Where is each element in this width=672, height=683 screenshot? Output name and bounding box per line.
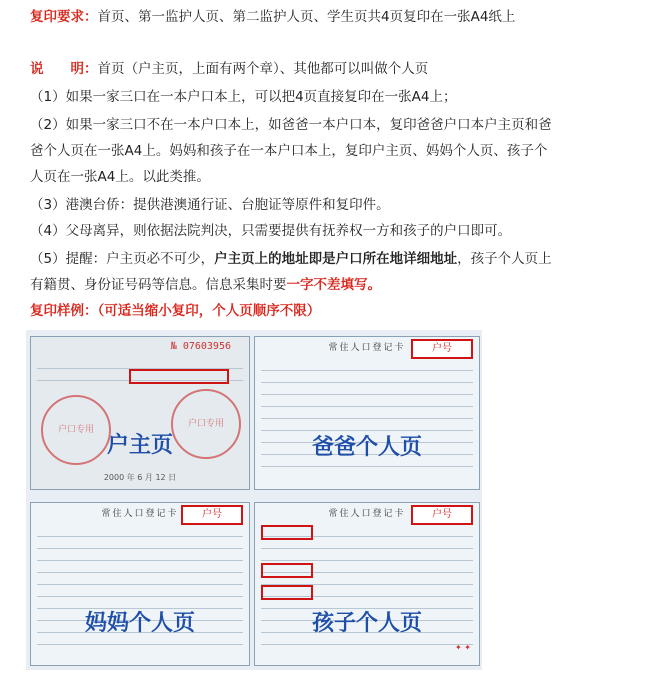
seal-2-text: 户口专用 xyxy=(187,419,224,429)
serial-number: № 07603956 xyxy=(170,341,231,352)
child-huhao-box: 户号 xyxy=(411,505,473,525)
rule-2-line1: （2）如果一家三口不在一本户口本上，如爸爸一本户口本，复印爸爸户口本户主页和爸 xyxy=(30,117,552,133)
name-highlight-box xyxy=(261,525,313,540)
father-card-title: 常住人口登记卡 xyxy=(328,343,406,353)
rule-5-suffix: ，孩子个人页上 xyxy=(457,251,552,267)
child-card xyxy=(254,502,480,666)
father-caption: 爸爸个人页 xyxy=(311,435,422,460)
rule-3: （3）港澳台侨：提供港澳通行证、台胞证等原件和复印件。 xyxy=(30,197,390,213)
explanation-text: 首页（户主页，上面有两个章）、其他都可以叫做个人页 xyxy=(97,61,429,77)
mother-card xyxy=(30,502,250,666)
rule-2-line2: 爸个人页在一张A4上。妈妈和孩子在一本户口本上，复印户主页、妈妈个人页、孩子个 xyxy=(30,143,548,159)
rule-2-line3: 人页在一张A4上。以此类推。 xyxy=(30,169,210,185)
rule-4: （4）父母离异，则依据法院判决，只需要提供有抚养权一方和孩子的户口即可。 xyxy=(30,223,512,239)
mother-caption: 妈妈个人页 xyxy=(84,611,195,636)
child-caption: 孩子个人页 xyxy=(311,611,422,636)
rule-5-line2 xyxy=(30,276,381,294)
sample-heading: 复印样例：（可适当缩小复印，个人页顺序不限） xyxy=(30,303,321,319)
household-head-card xyxy=(30,336,250,490)
household-head-caption: 户主页 xyxy=(106,433,173,458)
father-card xyxy=(254,336,480,490)
seal-1-text: 户口专用 xyxy=(57,425,94,435)
explanation-label: 说 明： xyxy=(30,61,98,77)
requirement-label: 复印要求： xyxy=(30,9,98,25)
rule-5-prefix: （5）提醒：户主页必不可少， xyxy=(30,251,215,267)
requirement-text: 首页、第一监护人页、第二监护人页、学生页共4页复印在一张A4纸上 xyxy=(97,9,516,25)
child-card-title: 常住人口登记卡 xyxy=(328,509,406,519)
rule-1: （1）如果一家三口在一本户口本上，可以把4页直接复印在一张A4上； xyxy=(30,89,457,105)
mother-huhao-box: 户号 xyxy=(181,505,243,525)
watermark: ✦ ✦ xyxy=(455,643,471,652)
issue-date: 2000 年 6 月 12 日 xyxy=(103,473,177,482)
native-place-highlight-box xyxy=(261,563,313,578)
father-huhao-box: 户号 xyxy=(411,339,473,359)
id-number-highlight-box xyxy=(261,585,313,600)
address-highlight-box xyxy=(129,369,229,384)
rule-5-line1 xyxy=(30,250,552,268)
rule-5-line2-text: 有籍贯、身份证号码等信息。信息采集时要 xyxy=(30,277,287,293)
sample-image xyxy=(26,330,482,670)
requirement-line xyxy=(30,8,515,26)
rule-5-line2-emphasis: 一字不差填写。 xyxy=(286,277,381,293)
explanation-line xyxy=(30,60,428,78)
rule-5-emphasis: 户主页上的地址即是户口所在地详细地址 xyxy=(214,251,458,267)
mother-card-title: 常住人口登记卡 xyxy=(101,509,179,519)
